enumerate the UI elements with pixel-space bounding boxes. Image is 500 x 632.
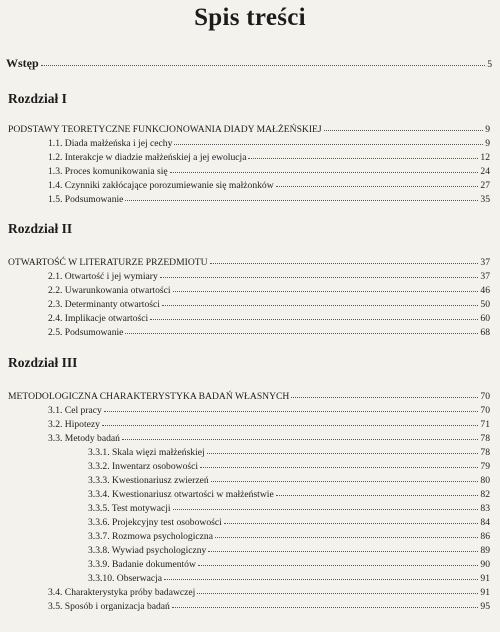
entry-label: 1.3. Proces komunikowania się [48,166,168,177]
entry-page: 50 [480,299,490,310]
toc-entry[interactable] [48,270,490,282]
entry-page: 91 [480,573,490,584]
toc-entry[interactable] [48,404,490,416]
entry-page: 60 [480,313,490,324]
entry-page: 37 [480,257,490,268]
leader-dots [41,56,486,66]
leader-dots [125,192,478,201]
toc-entry[interactable] [48,326,490,338]
entry-page: 24 [480,166,490,177]
entry-page: 84 [480,517,490,528]
leader-dots [160,269,479,278]
entry-label: 1.2. Interakcje w diadzie małżeńskiej a jej ewolucja [48,152,247,163]
entry-label: 1.5. Podsumowanie [48,194,124,205]
toc-entry[interactable] [48,151,490,163]
toc-entry[interactable] [48,312,490,324]
entry-page: 90 [480,559,490,570]
entry-page: 68 [480,327,490,338]
leader-dots [291,389,478,398]
entry-page: 5 [487,59,492,70]
chapter-heading: Rozdział III [8,355,78,370]
entry-label: 3.3.5. Test motywacji [88,503,171,514]
leader-dots [276,487,479,496]
entry-label: 3.1. Cel pracy [48,405,102,416]
leader-dots [197,585,478,594]
toc-part-entry[interactable] [8,123,490,135]
entry-label: 3.3.7. Rozmowa psychologiczna [88,531,213,542]
toc-entry[interactable] [88,572,490,584]
entry-label: 3.5. Sposób i organizacja badań [48,601,170,612]
entry-label: 2.1. Otwartość i jej wymiary [48,271,158,282]
leader-dots [104,403,479,412]
entry-label: 3.3.8. Wywiad psychologiczny [88,545,207,556]
leader-dots [125,325,478,334]
leader-dots [172,599,479,608]
leader-dots [162,297,479,306]
leader-dots [210,255,479,264]
entry-label: 3.3.4. Kwestionariusz otwartości w małżeństwie [88,489,274,500]
leader-dots [150,311,478,320]
entry-label: Wstęp [6,56,39,70]
toc-entry[interactable] [48,193,490,205]
toc-entry[interactable] [48,586,490,598]
toc-entry[interactable] [48,165,490,177]
leader-dots [170,164,479,173]
leader-dots [174,136,483,145]
entry-page: 78 [480,447,490,458]
entry-label: 3.2. Hipotezy [48,419,100,430]
chapter-heading: Rozdział II [8,221,73,236]
chapter-heading: Rozdział I [8,91,67,106]
entry-page: 79 [480,461,490,472]
entry-label: 2.2. Uwarunkowania otwartości [48,285,171,296]
leader-dots [215,529,478,538]
page-title: Spis treści [194,4,306,31]
entry-page: 83 [480,503,490,514]
leader-dots [248,150,478,159]
toc-part-entry[interactable] [8,390,490,402]
leader-dots [324,122,484,131]
entry-page: 12 [480,152,490,163]
entry-label: 3.3.3. Kwestionariusz zwierzeń [88,475,209,486]
leader-dots [122,431,478,440]
toc-entry[interactable] [88,474,490,486]
entry-page: 89 [480,545,490,556]
entry-label: 3.3. Metody badań [48,433,120,444]
entry-page: 86 [480,531,490,542]
entry-label: 1.4. Czynniki zakłócające porozumiewanie się małżonków [48,180,274,191]
leader-dots [173,283,479,292]
leader-dots [211,473,479,482]
toc-entry[interactable] [48,284,490,296]
entry-page: 91 [480,587,490,598]
entry-label: OTWARTOŚĆ W LITERATURZE PRZEDMIOTU [8,257,208,268]
leader-dots [200,459,478,468]
entry-label: PODSTAWY TEORETYCZNE FUNKCJONOWANIA DIADY MAŁŻEŃSKIEJ [8,124,322,135]
entry-page: 80 [480,475,490,486]
entry-label: 2.4. Implikacje otwartości [48,313,149,324]
entry-label: METODOLOGICZNA CHARAKTERYSTYKA BADAŃ WŁASNYCH [8,391,290,402]
toc-entry[interactable] [48,137,490,149]
leader-dots [208,543,478,552]
leader-dots [224,515,479,524]
leader-dots [207,445,479,454]
entry-page: 82 [480,489,490,500]
entry-page: 78 [480,433,490,444]
entry-page: 37 [480,271,490,282]
entry-label: 3.3.9. Badanie dokumentów [88,559,196,570]
entry-label: 2.3. Determinanty otwartości [48,299,160,310]
toc-entry[interactable] [48,179,490,191]
entry-label: 3.3.2. Inwentarz osobowości [88,461,199,472]
entry-page: 9 [485,124,490,135]
toc-entry[interactable] [88,446,490,458]
entry-page: 70 [480,391,490,402]
toc-entry[interactable] [88,530,490,542]
entry-label: 1.1. Diada małżeńska i jej cechy [48,138,173,149]
toc-entry[interactable] [88,558,490,570]
toc-part-entry[interactable] [8,256,490,268]
toc-entry[interactable] [48,418,490,430]
toc-entry[interactable] [88,502,490,514]
leader-dots [198,557,478,566]
entry-label: 3.3.10. Obserwacja [88,573,163,584]
toc-entry-intro[interactable] [6,56,492,72]
toc-entry[interactable] [88,460,490,472]
entry-label: 3.3.1. Skala więzi małżeńskiej [88,447,205,458]
toc-entry[interactable] [48,600,490,612]
entry-page: 27 [480,180,490,191]
toc-entry[interactable] [88,488,490,500]
leader-dots [164,571,478,580]
entry-page: 35 [480,194,490,205]
toc-entry[interactable] [88,516,490,528]
entry-page: 70 [480,405,490,416]
entry-page: 95 [480,601,490,612]
toc-entry[interactable] [88,544,490,556]
entry-page: 9 [485,138,490,149]
leader-dots [102,417,478,426]
entry-label: 3.4. Charakterystyka próby badawczej [48,587,196,598]
leader-dots [173,501,479,510]
toc-entry[interactable] [48,432,490,444]
leader-dots [276,178,479,187]
entry-label: 3.3.6. Projekcyjny test osobowości [88,517,222,528]
toc-entry[interactable] [48,298,490,310]
entry-page: 71 [480,419,490,430]
entry-page: 46 [480,285,490,296]
entry-label: 2.5. Podsumowanie [48,327,124,338]
